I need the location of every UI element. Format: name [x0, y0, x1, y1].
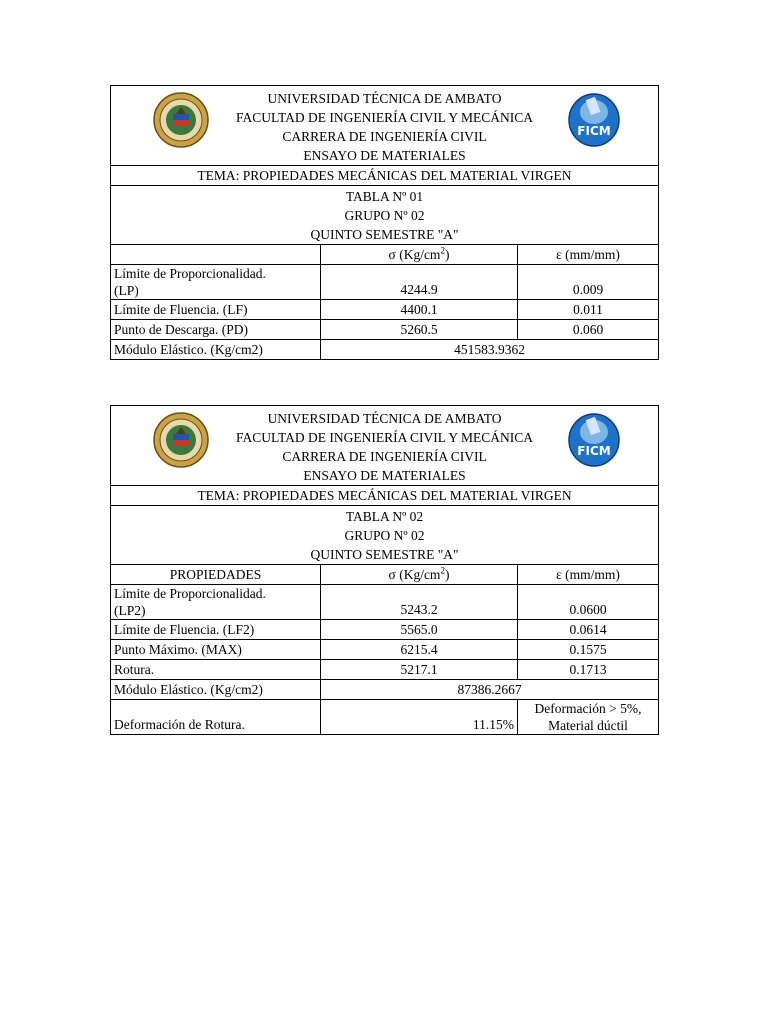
col-header-eps: ε (mm/mm): [518, 245, 659, 265]
ficm-logo-icon: [567, 90, 621, 148]
table-row: Límite de Proporcionalidad. (LP2) 5243.2 0.0600: [111, 585, 659, 620]
table-row: Rotura. 5217.1 0.1713: [111, 660, 659, 680]
tema-cell: TEMA: PROPIEDADES MECÁNICAS DEL MATERIAL VIRGEN: [111, 486, 659, 506]
table-2: [110, 405, 659, 735]
table-row: Límite de Fluencia. (LF) 4400.1 0.011: [111, 300, 659, 320]
grupo-number: GRUPO Nº 02: [344, 528, 425, 543]
col-header-sigma: σ $(Kg/cm^2)$: [321, 565, 518, 585]
grupo-number: GRUPO Nº 02: [344, 208, 425, 223]
col-header-sigma: σ $(Kg/cm^2)$: [321, 245, 518, 265]
table-row: Límite de Fluencia. (LF2) 5565.0 0.0614: [111, 620, 659, 640]
faculty-name: FACULTAD DE INGENIERÍA CIVIL Y MECÁNICA: [235, 110, 534, 125]
modulo-row: Módulo Elástico. (Kg/cm2) 87386.2667: [111, 680, 659, 700]
col-header-prop: [111, 245, 321, 265]
university-name: UNIVERSIDAD TÉCNICA DE AMBATO: [267, 91, 502, 106]
test-name: ENSAYO DE MATERIALES: [303, 148, 466, 163]
header-block: [111, 406, 659, 486]
faculty-name: FACULTAD DE INGENIERÍA CIVIL Y MECÁNICA: [236, 430, 534, 445]
test-name: ENSAYO DE MATERIALES: [303, 468, 466, 483]
ficm-logo-icon: [567, 410, 621, 468]
modulo-row: Módulo Elástico. (Kg/cm2) 451583.9362: [111, 340, 659, 360]
semestre: QUINTO SEMESTRE "A": [310, 547, 459, 562]
career-name: CARRERA DE INGENIERÍA CIVIL: [282, 129, 487, 144]
tabla-number: TABLA Nº 02: [345, 509, 424, 524]
col-header-eps: ε (mm/mm): [518, 565, 659, 585]
tema-cell: TEMA: PROPIEDADES MECÁNICAS DEL MATERIAL VIRGEN: [111, 166, 659, 186]
university-seal-icon: [153, 412, 209, 468]
deformacion-row: Deformación de Rotura. 11.15% Deformación > 5%, Material dúctil: [111, 700, 659, 735]
university-name: UNIVERSIDAD TÉCNICA DE AMBATO: [267, 411, 502, 426]
semestre: QUINTO SEMESTRE "A": [310, 227, 459, 242]
tabla-info: [111, 186, 659, 245]
table-row: Límite de Proporcionalidad. (LP) 4244.9 0.009: [111, 265, 659, 300]
table-1: [110, 85, 659, 360]
career-name: CARRERA DE INGENIERÍA CIVIL: [282, 449, 487, 464]
table-row: Punto de Descarga. (PD) 5260.5 0.060: [111, 320, 659, 340]
svg-text:FICM: FICM: [577, 444, 611, 458]
col-header-prop: PROPIEDADES: [111, 565, 321, 585]
tabla-info: [111, 506, 659, 565]
tabla-number: TABLA Nº 01: [345, 189, 424, 204]
table-row: Punto Máximo. (MAX) 6215.4 0.1575: [111, 640, 659, 660]
header-block: [111, 86, 659, 166]
svg-text:FICM: FICM: [577, 124, 611, 138]
university-seal-icon: [153, 92, 209, 148]
